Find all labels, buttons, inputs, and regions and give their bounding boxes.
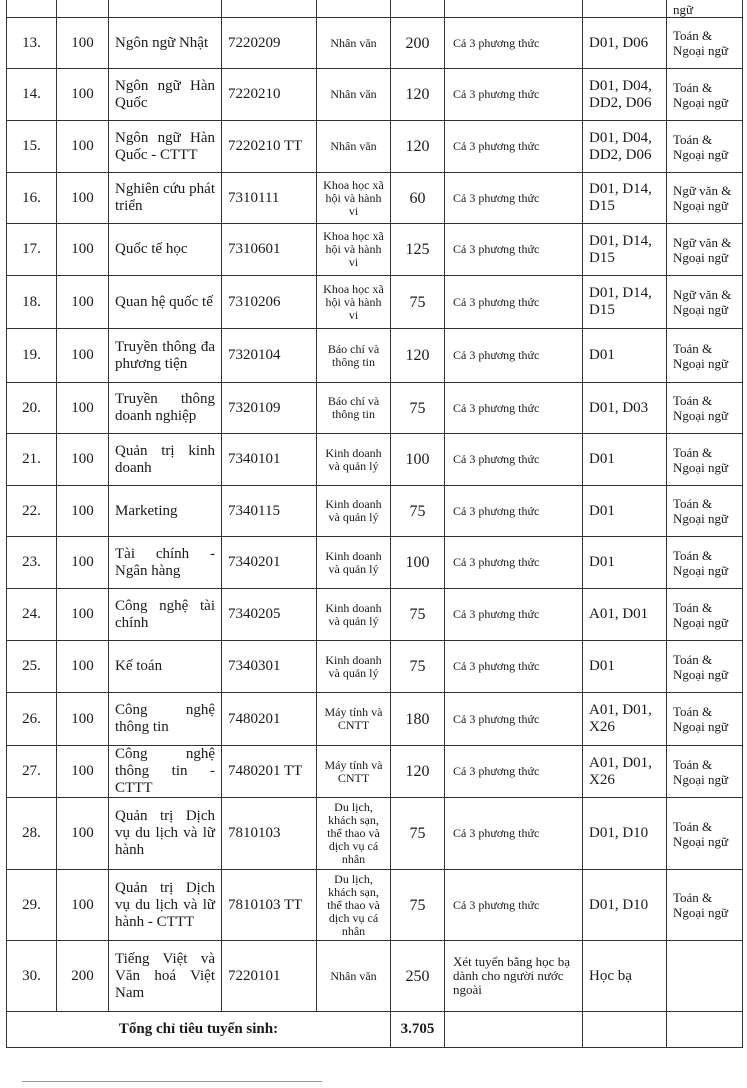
program-code-cell: 7340101 [222,434,317,486]
program-name-cell: Công nghệ thông tin [109,693,222,746]
quota-cell: 125 [391,224,445,276]
quota-cell: 100 [391,537,445,589]
combination-cell: D01, D14, D15 [583,173,667,224]
quota-cell: 120 [391,69,445,121]
table-row [7,329,743,383]
stt-cell: 22. [7,486,57,537]
stt-cell: 21. [7,434,57,486]
quota-cell: 100 [391,434,445,486]
combination-cell: D01, D10 [583,870,667,941]
threshold-cell: 100 [57,18,109,69]
program-name-cell: Quốc tế học [109,224,222,276]
quota-cell: 200 [391,18,445,69]
method-cell: Cả 3 phương thức [445,18,583,69]
quota-cell: 120 [391,121,445,173]
table-row [7,746,743,798]
combination-cell: D01 [583,641,667,693]
method-cell: Cả 3 phương thức [445,746,583,798]
subject-cell: Toán & Ngoại ngữ [667,537,743,589]
field-group-cell: Báo chí và thông tin [317,329,391,383]
combination-cell: A01, D01, X26 [583,746,667,798]
stt-cell: 30. [7,941,57,1012]
program-code-cell: 7340301 [222,641,317,693]
program-code-cell: 7810103 TT [222,870,317,941]
field-group-cell: Máy tính và CNTT [317,693,391,746]
quota-cell: 75 [391,486,445,537]
total-label: Tổng chỉ tiêu tuyển sinh: [7,1012,391,1048]
table-row [7,224,743,276]
combination-cell: D01, D04, DD2, D06 [583,69,667,121]
subject-cell: Toán & Ngoại ngữ [667,641,743,693]
table-row [7,641,743,693]
method-cell: Cả 3 phương thức [445,224,583,276]
stt-cell: 23. [7,537,57,589]
combination-cell: D01, D04, DD2, D06 [583,121,667,173]
program-code-cell: 7320109 [222,383,317,434]
table-row-partial [7,0,743,18]
stt-cell: 27. [7,746,57,798]
field-group-cell: Nhân văn [317,121,391,173]
program-name-cell: Ngôn ngữ Nhật [109,18,222,69]
quota-cell: 60 [391,173,445,224]
combination-cell: Học bạ [583,941,667,1012]
quota-cell: 120 [391,329,445,383]
subject-cell: Toán & Ngoại ngữ [667,434,743,486]
method-cell: Cả 3 phương thức [445,276,583,329]
table-row [7,798,743,870]
threshold-cell: 200 [57,941,109,1012]
field-group-cell: Du lịch, khách sạn, thể thao và dịch vụ cá nhân [317,798,391,870]
field-group-cell: Kinh doanh và quản lý [317,486,391,537]
table-row [7,486,743,537]
field-group-cell: Kinh doanh và quản lý [317,641,391,693]
combination-cell: D01 [583,486,667,537]
empty-cell [445,1012,583,1048]
quota-cell: 75 [391,641,445,693]
combination-cell: D01, D14, D15 [583,224,667,276]
program-name-cell: Quan hệ quốc tế [109,276,222,329]
program-name-cell: Truyền thông đa phương tiện [109,329,222,383]
subject-cell: Toán & Ngoại ngữ [667,121,743,173]
threshold-cell: 100 [57,537,109,589]
stt-cell: 26. [7,693,57,746]
table-row [7,383,743,434]
threshold-cell: 100 [57,329,109,383]
method-cell: Cả 3 phương thức [445,121,583,173]
method-cell: Cả 3 phương thức [445,870,583,941]
field-group-cell: Nhân văn [317,941,391,1012]
program-code-cell: 7810103 [222,798,317,870]
subject-cell: Ngữ văn & Ngoại ngữ [667,224,743,276]
quota-cell: 250 [391,941,445,1012]
total-value: 3.705 [391,1012,445,1048]
combination-cell: D01, D14, D15 [583,276,667,329]
subject-cell: ngữ [667,0,743,18]
empty-cell [583,1012,667,1048]
method-cell: Cả 3 phương thức [445,434,583,486]
program-code-cell: 7320104 [222,329,317,383]
subject-cell: Toán & Ngoại ngữ [667,69,743,121]
program-code-cell: 7340115 [222,486,317,537]
subject-cell: Toán & Ngoại ngữ [667,870,743,941]
program-name-cell: Quản trị Dịch vụ du lịch và lữ hành - CTTT [109,870,222,941]
program-name-cell: Quản trị Dịch vụ du lịch và lữ hành [109,798,222,870]
threshold-cell: 100 [57,641,109,693]
total-row [7,1012,743,1048]
program-name-cell: Công nghệ tài chính [109,589,222,641]
subject-cell [667,941,743,1012]
program-code-cell: 7310206 [222,276,317,329]
program-name-cell: Ngôn ngữ Hàn Quốc [109,69,222,121]
subject-cell: Ngữ văn & Ngoại ngữ [667,276,743,329]
program-name-cell: Quản trị kinh doanh [109,434,222,486]
subject-cell: Toán & Ngoại ngữ [667,693,743,746]
threshold-cell: 100 [57,173,109,224]
stt-cell: 17. [7,224,57,276]
table-row [7,173,743,224]
method-cell: Cả 3 phương thức [445,693,583,746]
quota-cell: 75 [391,276,445,329]
subject-cell: Toán & Ngoại ngữ [667,383,743,434]
subject-cell: Ngữ văn & Ngoại ngữ [667,173,743,224]
table-row [7,434,743,486]
stt-cell: 25. [7,641,57,693]
program-name-cell: Tiếng Việt và Văn hoá Việt Nam [109,941,222,1012]
program-name-cell: Công nghệ thông tin - CTTT [109,746,222,798]
stt-cell: 24. [7,589,57,641]
threshold-cell: 100 [57,121,109,173]
subject-cell: Toán & Ngoại ngữ [667,329,743,383]
program-name-cell: Kế toán [109,641,222,693]
field-group-cell: Khoa học xã hội và hành vi [317,276,391,329]
table-row [7,589,743,641]
quota-cell: 75 [391,589,445,641]
divider [22,1081,322,1082]
field-group-cell: Kinh doanh và quản lý [317,589,391,641]
field-group-cell: Nhân văn [317,18,391,69]
program-name-cell: Ngôn ngữ Hàn Quốc - CTTT [109,121,222,173]
stt-cell: 29. [7,870,57,941]
stt-cell: 28. [7,798,57,870]
program-code-cell: 7220210 [222,69,317,121]
threshold-cell: 100 [57,276,109,329]
program-code-cell: 7480201 TT [222,746,317,798]
method-cell: Cả 3 phương thức [445,329,583,383]
field-group-cell: Nhân văn [317,69,391,121]
threshold-cell: 100 [57,693,109,746]
threshold-cell: 100 [57,746,109,798]
field-group-cell: Báo chí và thông tin [317,383,391,434]
method-cell: Cả 3 phương thức [445,69,583,121]
field-group-cell: Kinh doanh và quản lý [317,434,391,486]
threshold-cell: 100 [57,589,109,641]
field-group-cell: Kinh doanh và quản lý [317,537,391,589]
combination-cell: D01 [583,329,667,383]
method-cell: Cả 3 phương thức [445,798,583,870]
subject-cell: Toán & Ngoại ngữ [667,18,743,69]
program-code-cell: 7480201 [222,693,317,746]
method-cell: Cả 3 phương thức [445,173,583,224]
quota-cell: 180 [391,693,445,746]
program-code-cell: 7220209 [222,18,317,69]
method-cell: Cả 3 phương thức [445,537,583,589]
table-row [7,276,743,329]
program-code-cell: 7310601 [222,224,317,276]
method-cell: Cả 3 phương thức [445,589,583,641]
program-code-cell: 7220101 [222,941,317,1012]
combination-cell: D01, D10 [583,798,667,870]
subject-cell: Toán & Ngoại ngữ [667,589,743,641]
threshold-cell: 100 [57,798,109,870]
field-group-cell: Khoa học xã hội và hành vi [317,173,391,224]
stt-cell: 20. [7,383,57,434]
table-row [7,693,743,746]
stt-cell: 13. [7,18,57,69]
field-group-cell: Máy tính và CNTT [317,746,391,798]
subject-cell: Toán & Ngoại ngữ [667,746,743,798]
method-cell: Cả 3 phương thức [445,486,583,537]
method-cell: Xét tuyển bằng học bạ dành cho người nước ngoài [445,941,583,1012]
method-cell: Cả 3 phương thức [445,383,583,434]
program-code-cell: 7220210 TT [222,121,317,173]
threshold-cell: 100 [57,69,109,121]
subject-cell: Toán & Ngoại ngữ [667,798,743,870]
combination-cell: D01 [583,537,667,589]
quota-cell: 75 [391,798,445,870]
stt-cell: 18. [7,276,57,329]
program-code-cell: 7340205 [222,589,317,641]
combination-cell: D01, D03 [583,383,667,434]
combination-cell: A01, D01 [583,589,667,641]
combination-cell: D01 [583,434,667,486]
empty-cell [667,1012,743,1048]
table-row [7,941,743,1012]
program-code-cell: 7310111 [222,173,317,224]
field-group-cell: Du lịch, khách sạn, thể thao và dịch vụ cá nhân [317,870,391,941]
quota-cell: 120 [391,746,445,798]
table-row [7,537,743,589]
program-name-cell: Truyền thông doanh nghiệp [109,383,222,434]
program-name-cell: Marketing [109,486,222,537]
subject-cell: Toán & Ngoại ngữ [667,486,743,537]
table-row [7,18,743,69]
table-row [7,870,743,941]
field-group-cell: Khoa học xã hội và hành vi [317,224,391,276]
table-row [7,69,743,121]
stt-cell: 14. [7,69,57,121]
stt-cell: 15. [7,121,57,173]
quota-cell: 75 [391,870,445,941]
combination-cell: D01, D06 [583,18,667,69]
threshold-cell: 100 [57,870,109,941]
method-cell: Cả 3 phương thức [445,641,583,693]
threshold-cell: 100 [57,224,109,276]
program-name-cell: Tài chính - Ngân hàng [109,537,222,589]
admission-quota-table [6,0,743,1048]
quota-cell: 75 [391,383,445,434]
threshold-cell: 100 [57,383,109,434]
combination-cell: A01, D01, X26 [583,693,667,746]
threshold-cell: 100 [57,486,109,537]
stt-cell: 19. [7,329,57,383]
table-row [7,121,743,173]
program-name-cell: Nghiên cứu phát triển [109,173,222,224]
program-code-cell: 7340201 [222,537,317,589]
threshold-cell: 100 [57,434,109,486]
stt-cell: 16. [7,173,57,224]
